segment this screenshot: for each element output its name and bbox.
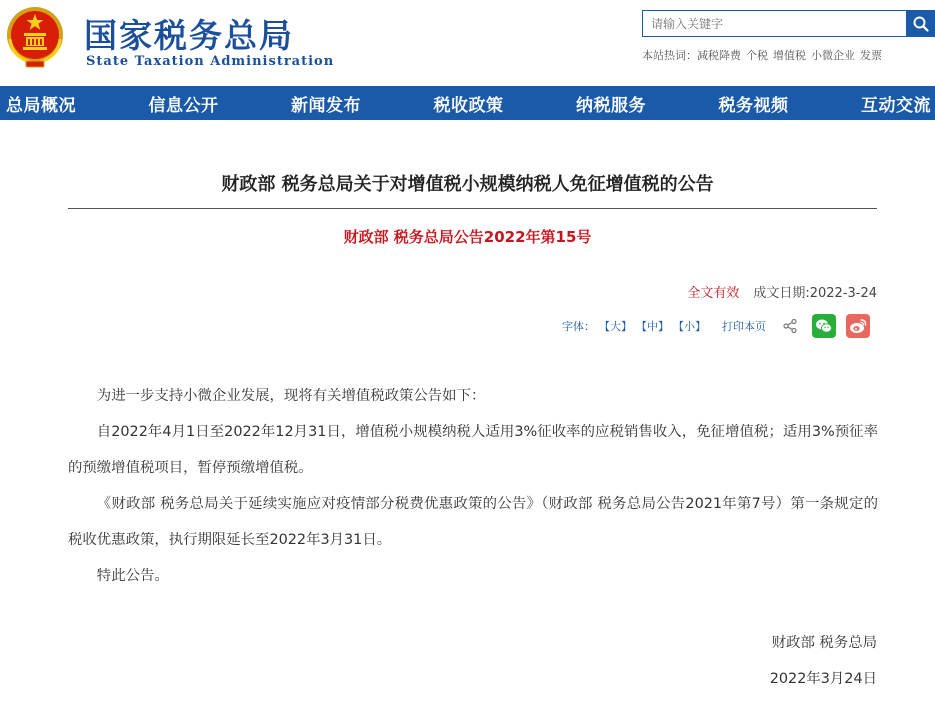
article-paragraph: 自2022年4月1日至2022年12月31日，增值税小规模纳税人适用3%征收率的应税销售收入，免征增值税；适用3%预征率的预缴增值税项目，暂停预缴增值税。 bbox=[68, 424, 878, 476]
document-number: 财政部 税务总局公告2022年第15号 bbox=[343, 228, 592, 246]
article-meta bbox=[687, 282, 877, 301]
font-large-button[interactable]: 【大】 bbox=[599, 320, 632, 333]
font-small-button[interactable]: 【小】 bbox=[673, 320, 706, 333]
search-button[interactable] bbox=[906, 10, 935, 37]
site-title-cn[interactable]: 国家税务总局 bbox=[84, 16, 294, 55]
main-nav bbox=[0, 86, 935, 120]
date-value: 2022-3-24 bbox=[809, 286, 877, 301]
nav-item-tax-service[interactable]: 纳税服务 bbox=[576, 95, 646, 116]
hot-word-link[interactable]: 减税降费 bbox=[697, 49, 741, 62]
validity-status: 全文有效 bbox=[687, 286, 740, 301]
article-paragraph: 为进一步支持小微企业发展，现将有关增值税政策公告如下： bbox=[96, 388, 486, 404]
title-divider bbox=[68, 208, 877, 209]
hot-word-link[interactable]: 个税 bbox=[746, 49, 768, 62]
nav-item-interaction[interactable]: 互动交流 bbox=[861, 95, 931, 116]
site-header bbox=[0, 0, 935, 86]
article-body bbox=[68, 378, 878, 594]
hot-word-link[interactable]: 发票 bbox=[860, 49, 882, 62]
font-size-label: 字体： bbox=[562, 320, 595, 333]
article-title: 财政部 税务总局关于对增值税小规模纳税人免征增值税的公告 bbox=[221, 174, 714, 195]
sign-date: 2022年3月24日 bbox=[769, 671, 877, 687]
nav-item-overview[interactable]: 总局概况 bbox=[6, 95, 76, 116]
hot-words bbox=[642, 47, 887, 63]
search-icon bbox=[913, 16, 929, 32]
nav-item-news[interactable]: 新闻发布 bbox=[291, 95, 361, 116]
signature: 财政部 税务总局 bbox=[771, 635, 877, 651]
nav-item-tax-policy[interactable]: 税收政策 bbox=[433, 95, 504, 116]
search-input[interactable] bbox=[642, 10, 906, 37]
article-tools bbox=[562, 313, 870, 339]
date-label: 成文日期: bbox=[753, 286, 810, 301]
share-icon[interactable] bbox=[782, 318, 798, 334]
hot-words-label: 本站热词： bbox=[642, 49, 697, 62]
wechat-icon[interactable] bbox=[812, 314, 836, 338]
article-paragraph: 《财政部 税务总局关于延续实施应对疫情部分税费优惠政策的公告》（财政部 税务总局公告2021年第7号）第一条规定的税收优惠政策，执行期限延长至2022年3月31日。 bbox=[68, 496, 878, 548]
print-button[interactable]: 打印本页 bbox=[722, 320, 766, 333]
hot-word-link[interactable]: 小微企业 bbox=[811, 49, 855, 62]
article-paragraph: 特此公告。 bbox=[96, 568, 169, 584]
font-medium-button[interactable]: 【中】 bbox=[636, 320, 669, 333]
nav-item-tax-video[interactable]: 税务视频 bbox=[718, 95, 789, 116]
hot-word-link[interactable]: 增值税 bbox=[773, 49, 806, 62]
site-title-en[interactable]: State Taxation Administration bbox=[86, 54, 335, 69]
nav-item-info-disclosure[interactable]: 信息公开 bbox=[148, 95, 219, 116]
weibo-icon[interactable] bbox=[846, 314, 870, 338]
national-emblem-icon[interactable] bbox=[4, 5, 66, 69]
